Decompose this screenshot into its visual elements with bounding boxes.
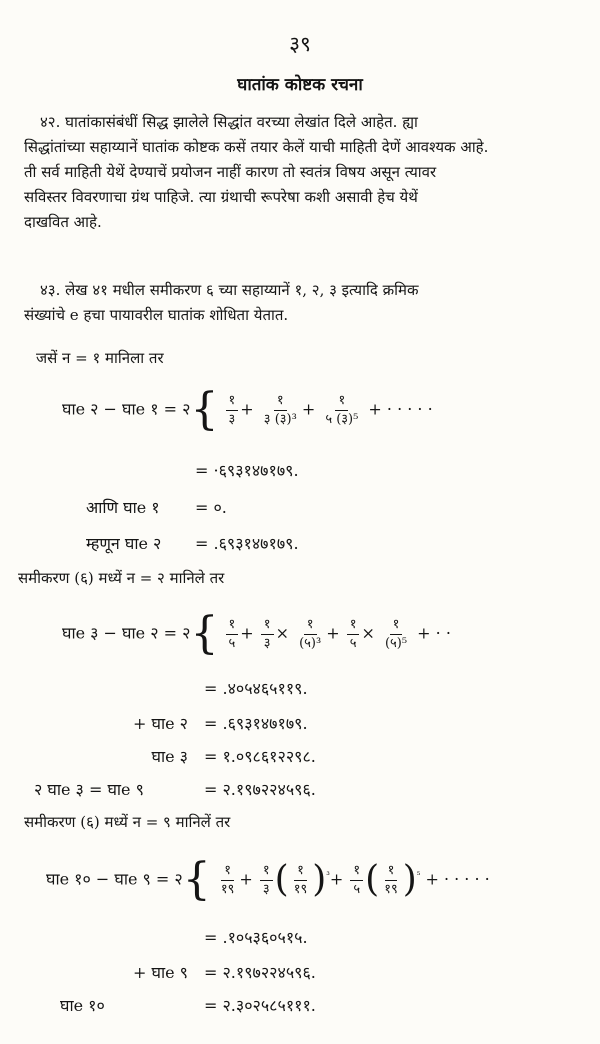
numerator: १ [390, 616, 403, 635]
result-value: = ०. [195, 498, 227, 517]
right-paren: ) [402, 859, 417, 900]
numerator: १ [385, 862, 398, 881]
numerator: १ [226, 392, 239, 411]
numerator: १ [274, 392, 287, 411]
page-number: ३९ [289, 32, 311, 56]
denominator: ३ [262, 881, 270, 897]
denominator: ५ (३)⁵ [325, 411, 359, 427]
numerator: १ [294, 862, 307, 881]
result-value: = .६९३१४७१७९. [195, 534, 299, 553]
denominator: ३ (३)³ [263, 411, 297, 427]
fraction [226, 392, 239, 429]
result-line: = ·६९३१४७१७९. [195, 461, 299, 480]
fraction [322, 392, 361, 429]
fraction [261, 392, 300, 429]
result-label: घाe १० [60, 996, 105, 1015]
fraction [218, 862, 238, 899]
right-paren: ) [312, 859, 327, 900]
left-brace: { [190, 608, 219, 659]
result-line: = .१०५३६०५१५. [204, 928, 308, 947]
intro-n-equals-1: जसें न = १ मानिला तर [36, 349, 164, 367]
paragraph-line: ती सर्व माहिती येथें देण्याचें प्रयोजन नाहीं कारण तो स्वतंत्र विषय असून त्यावर [24, 163, 437, 181]
numerator: १ [304, 616, 317, 635]
fraction [350, 862, 363, 899]
equation-3: घाe १० − घाe ९ = २{ $\frac{१}{१९}$ + $\frac{१}{३}$ ( $\frac{१}{१९}$ )$^{^3}$+ $\frac{१}{५}$ ( $\frac{१}{१९}$ )$^{^5}$ + · · · · · [46, 854, 490, 905]
intro-n-equals-2: समीकरण (६) मध्यें न = २ मानिले तर [18, 569, 225, 587]
fraction [260, 862, 273, 899]
intro-n-equals-9: समीकरण (६) मध्यें न = ९ मानिलें तर [24, 813, 231, 831]
paragraph-line: ४२. घातांकासंबंधीं सिद्ध झालेले सिद्धांत वरच्या लेखांत दिले आहेत. ह्या [40, 113, 418, 131]
numerator: १ [260, 862, 273, 881]
result-label: म्हणून घाe २ [86, 534, 162, 553]
paragraph-line: सविस्तर विवरणाचा ग्रंथ पाहिजे. त्या ग्रंथाची रूपरेषा कशी असावी हेच येथें [24, 188, 418, 206]
paragraph-43 [24, 278, 586, 328]
exponent: ³ [326, 871, 330, 882]
paragraph-42 [24, 110, 586, 235]
denominator: ५ [228, 635, 236, 651]
result-label: घाe ३ [151, 747, 188, 766]
left-paren: ( [274, 859, 289, 900]
result-value: = .६९३१४७१७९. [204, 714, 308, 733]
fraction [296, 616, 324, 653]
numerator: १ [335, 392, 348, 411]
denominator: (५)⁵ [384, 635, 408, 651]
left-paren: ( [365, 859, 380, 900]
denominator: १९ [220, 881, 235, 897]
series-tail: + · · · · · [425, 869, 490, 889]
series-tail: + · · · · · [368, 399, 433, 419]
series-tail: + · · [417, 623, 451, 643]
numerator: १ [226, 616, 239, 635]
result-label: २ घाe ३ = घाe ९ [34, 780, 144, 799]
equation-2: घाe ३ − घाe २ = २{ $\frac{१}{५}$ + $\frac{१}{३}$ × $\frac{१}{\text{(५)³}}$ + $\frac{१}{५}$ × $\frac{१}{\text{(५)⁵}}$ + · · [62, 608, 451, 659]
paragraph-line: दाखवित आहे. [24, 213, 102, 231]
exponent: ⁵ [416, 871, 421, 882]
fraction [347, 616, 360, 653]
paragraph-line: संख्यांचे e हचा पायावरील घातांक शोधिता येतात. [24, 306, 289, 324]
result-label: + घाe ९ [133, 963, 188, 982]
paragraph-line: सिद्धांतांच्या सहाय्यानें घातांक कोष्टक कसें तयार केलें याची माहिती देणें आवश्यक आहे. [24, 138, 489, 156]
left-brace: { [182, 854, 211, 905]
fraction [382, 616, 410, 653]
result-value: = २.३०२५८५१११. [204, 996, 316, 1015]
result-line: = .४०५४६५११९. [204, 679, 308, 698]
fraction [291, 862, 311, 899]
numerator: १ [350, 862, 363, 881]
numerator: १ [221, 862, 234, 881]
denominator: ३ [263, 635, 271, 651]
numerator: १ [347, 616, 360, 635]
denominator: ५ [353, 881, 361, 897]
denominator: १९ [384, 881, 398, 897]
result-value: = २.१९७२२४५९६. [204, 963, 316, 982]
denominator: ५ [349, 635, 357, 651]
fraction [381, 862, 401, 899]
equation-1: घाe २ − घाe १ = २{ $\frac{१}{३}$ + $\frac{१}{\text{३ (३)³}}$ + $\frac{१}{\text{५ (३)⁵}}$ + · · · · · [62, 384, 433, 435]
fraction [226, 616, 239, 653]
section-heading: घातांक कोष्टक रचना [237, 75, 363, 95]
result-value: = २.१९७२२४५९६. [204, 780, 316, 799]
denominator: (५)³ [299, 635, 322, 651]
left-brace: { [190, 384, 219, 435]
result-value: = १.०९८६१२२९८. [204, 747, 316, 766]
numerator: १ [261, 616, 274, 635]
equation-lhs: घाe २ − घाe १ = २ [62, 399, 191, 419]
denominator: १९ [293, 881, 308, 897]
paragraph-line: ४३. लेख ४१ मधील समीकरण ६ च्या सहाय्यानें १, २, ३ इत्यादि क्रमिक [40, 281, 419, 299]
fraction [261, 616, 274, 653]
result-label: आणि घाe १ [86, 498, 160, 517]
denominator: ३ [228, 411, 236, 427]
equation-lhs: घाe ३ − घाe २ = २ [62, 623, 191, 643]
equation-lhs: घाe १० − घाe ९ = २ [46, 869, 183, 889]
result-label: + घाe २ [133, 714, 188, 733]
